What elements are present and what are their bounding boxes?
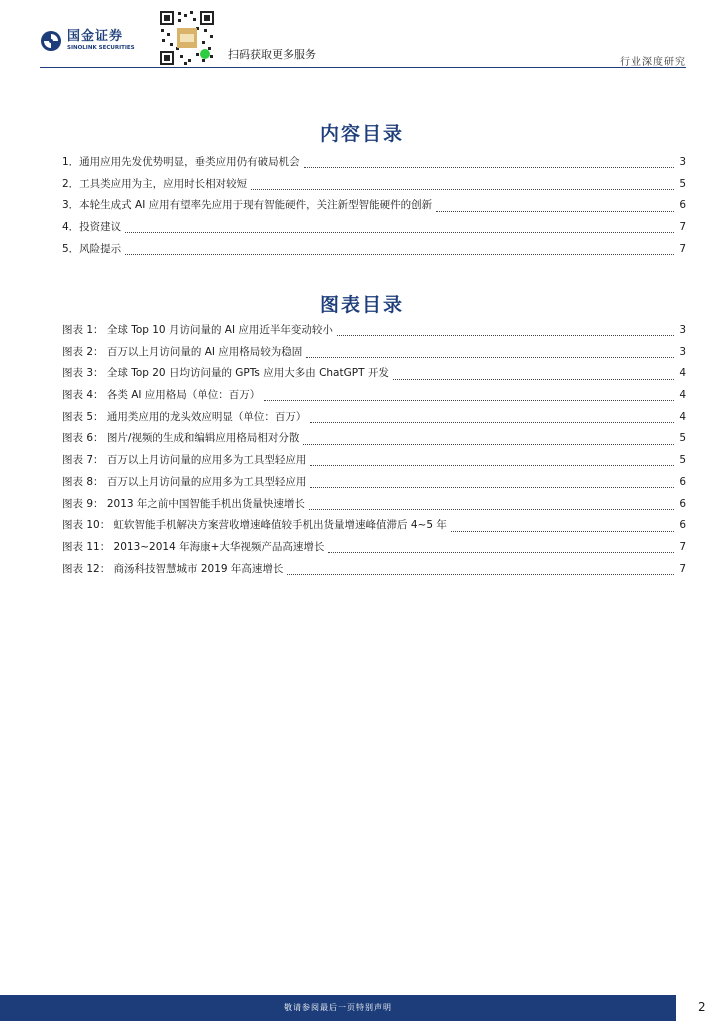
figure-entry[interactable] <box>62 561 686 583</box>
figure-entry-page[interactable]: 7 <box>679 562 686 575</box>
figure-entry-title[interactable]: 图表 2： 百万以上月访问量的 AI 应用格局较为稳固 <box>62 345 303 358</box>
figure-entry-title[interactable]: 图表 10： 虹软智能手机解决方案营收增速峰值较手机出货量增速峰值滞后 4~5 年 <box>62 519 447 532</box>
figure-entry-title[interactable]: 图表 3： 全球 Top 20 日均访问量的 GPTs 应用大多由 ChatGPT 开发 <box>62 367 389 380</box>
dot-leader <box>125 254 674 255</box>
dot-leader <box>393 379 674 380</box>
figure-entry-page[interactable]: 3 <box>679 324 686 336</box>
contents-entry-title[interactable]: 2．工具类应用为主，应用时长相对较短 <box>62 177 248 190</box>
figure-entry-page[interactable]: 6 <box>679 519 686 532</box>
contents-entry-title[interactable]: 3．本轮生成式 AI 应用有望率先应用于现有智能硬件，关注新型智能硬件的创新 <box>62 199 433 212</box>
company-name-cn: 国金证券 <box>67 29 124 44</box>
dot-leader <box>310 422 674 423</box>
figure-entry[interactable] <box>62 409 686 431</box>
contents-list <box>62 154 686 262</box>
figure-entry-page[interactable]: 6 <box>679 475 686 488</box>
figure-entry-page[interactable]: 3 <box>679 345 686 358</box>
contents-entry[interactable] <box>62 241 686 263</box>
dot-leader <box>306 357 674 358</box>
contents-entry-page[interactable]: 7 <box>679 221 686 234</box>
contents-entry-page[interactable]: 6 <box>679 199 686 212</box>
figure-entry-title[interactable]: 图表 7： 百万以上月访问量的应用多为工具型轻应用 <box>62 454 307 467</box>
dot-leader <box>337 335 674 336</box>
figure-entry[interactable] <box>62 474 686 496</box>
scan-prompt: 扫码获取更多服务 <box>228 48 316 61</box>
figure-entry-title[interactable]: 图表 9： 2013 年之前中国智能手机出货量快速增长 <box>62 497 305 510</box>
contents-entry[interactable] <box>62 219 686 241</box>
company-name-en: SINOLINK SECURITIES <box>67 45 135 51</box>
dot-leader <box>303 444 674 445</box>
figure-entry-title[interactable]: 图表 5： 通用类应用的龙头效应明显（单位：百万） <box>62 410 307 423</box>
dot-leader <box>310 465 674 466</box>
figure-entry-title[interactable]: 图表 11： 2013~2014 年海康+大华视频产品高速增长 <box>62 540 325 553</box>
figures-list <box>62 322 686 582</box>
dot-leader <box>287 574 674 575</box>
contents-entry-title[interactable]: 4．投资建议 <box>62 221 122 234</box>
figure-entry-page[interactable]: 5 <box>679 454 686 467</box>
contents-entry-title[interactable]: 5．风险提示 <box>62 242 122 255</box>
contents-entry-page[interactable]: 5 <box>679 177 686 190</box>
page-header <box>0 0 724 70</box>
figure-entry[interactable] <box>62 496 686 518</box>
contents-entry[interactable] <box>62 154 686 176</box>
contents-entry-page[interactable]: 7 <box>679 242 686 255</box>
sinolink-logo-icon <box>40 30 62 52</box>
contents-entry[interactable] <box>62 197 686 219</box>
figure-entry[interactable] <box>62 430 686 452</box>
header-divider <box>40 67 686 68</box>
figure-entry[interactable] <box>62 452 686 474</box>
dot-leader <box>328 552 674 553</box>
figure-entry-title[interactable]: 图表 6： 图片/视频的生成和编辑应用格局相对分散 <box>62 432 300 445</box>
contents-entry[interactable] <box>62 176 686 198</box>
figure-entry-page[interactable]: 7 <box>679 540 686 553</box>
dot-leader <box>309 509 674 510</box>
figure-entry-title[interactable]: 图表 12： 商汤科技智慧城市 2019 年高速增长 <box>62 562 284 575</box>
contents-entry-title[interactable]: 1．通用应用先发优势明显，垂类应用仍有破局机会 <box>62 156 300 168</box>
dot-leader <box>451 531 674 532</box>
page-number: 2 <box>698 1000 706 1014</box>
report-type: 行业深度研究 <box>620 57 686 68</box>
figure-entry-title[interactable]: 图表 4： 各类 AI 应用格局（单位：百万） <box>62 389 261 402</box>
figure-entry-page[interactable]: 4 <box>679 389 686 402</box>
page-footer <box>0 993 724 1024</box>
figure-entry-title[interactable]: 图表 8： 百万以上月访问量的应用多为工具型轻应用 <box>62 475 307 488</box>
figure-entry-page[interactable]: 4 <box>679 410 686 423</box>
figure-entry[interactable] <box>62 539 686 561</box>
dot-leader <box>310 487 674 488</box>
dot-leader <box>251 189 674 190</box>
figure-entry[interactable] <box>62 387 686 409</box>
dot-leader <box>436 211 674 212</box>
qr-code-icon[interactable] <box>158 9 216 67</box>
dot-leader <box>304 167 674 168</box>
figure-entry[interactable] <box>62 322 686 344</box>
dot-leader <box>125 232 674 233</box>
figure-entry[interactable] <box>62 517 686 539</box>
contents-title: 内容目录 <box>319 123 404 145</box>
footer-disclaimer[interactable]: 敬请参阅最后一页特别声明 <box>284 1003 392 1012</box>
figure-entry-title[interactable]: 图表 1： 全球 Top 10 月访问量的 AI 应用近半年变动较小 <box>62 324 333 336</box>
contents-entry-page[interactable]: 3 <box>679 156 686 168</box>
dot-leader <box>264 400 674 401</box>
figures-title: 图表目录 <box>319 294 404 316</box>
figure-entry-page[interactable]: 5 <box>679 432 686 445</box>
figure-entry[interactable] <box>62 344 686 366</box>
company-logo <box>40 30 135 52</box>
figure-entry[interactable] <box>62 365 686 387</box>
figure-entry-page[interactable]: 4 <box>679 367 686 380</box>
figure-entry-page[interactable]: 6 <box>679 497 686 510</box>
